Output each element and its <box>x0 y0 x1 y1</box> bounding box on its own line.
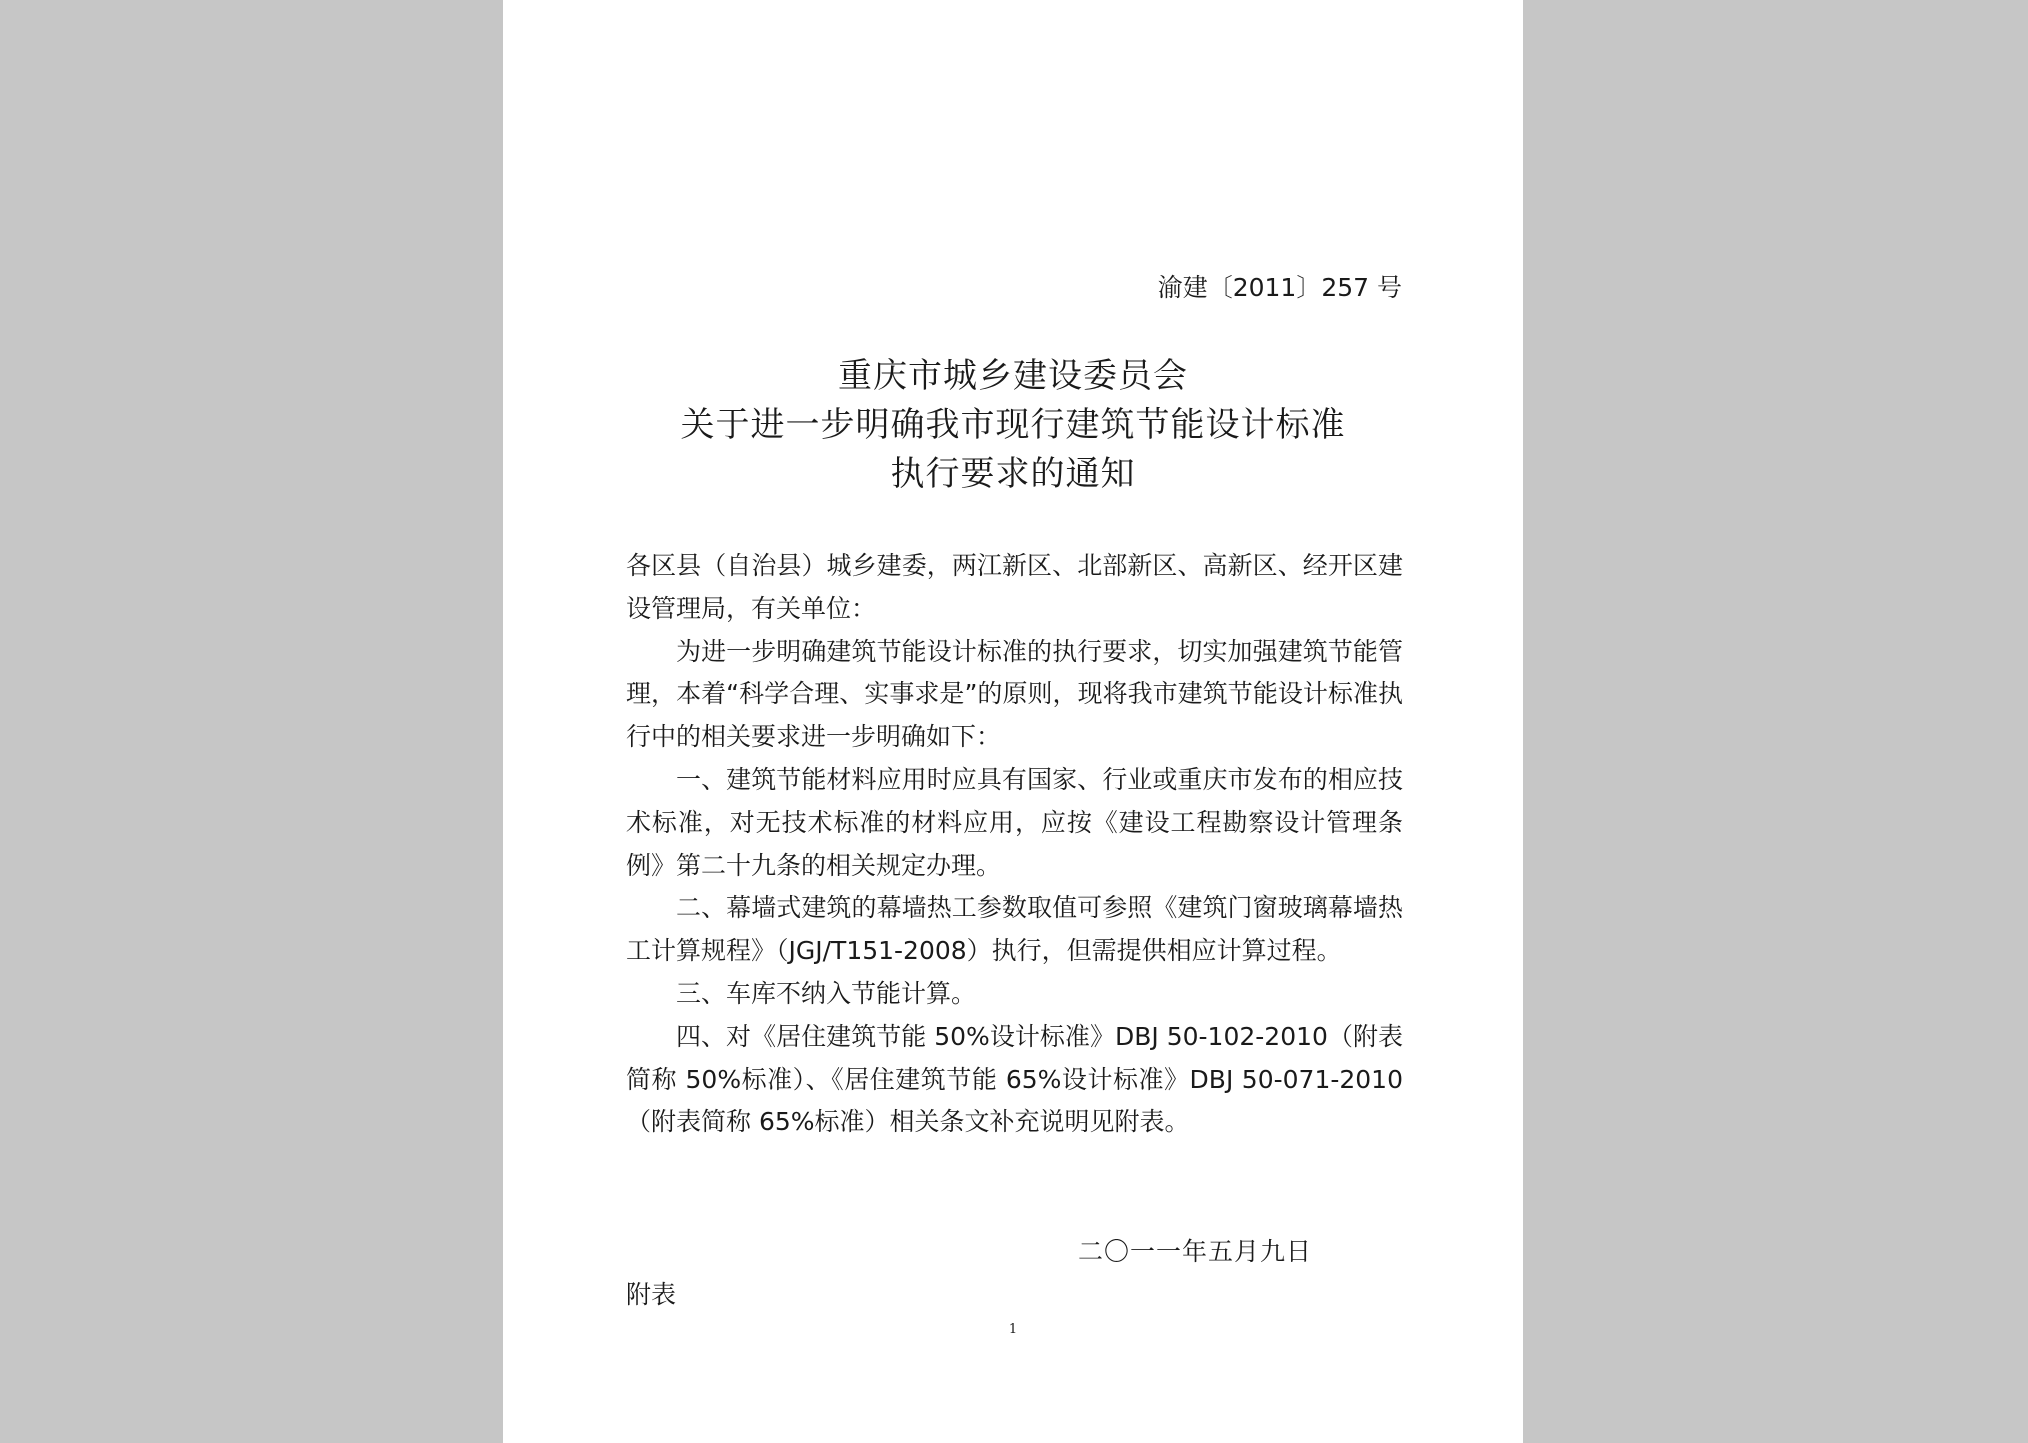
item-1-paragraph: 一、建筑节能材料应用时应具有国家、行业或重庆市发布的相应技术标准，对无技术标准的材料应用，应按《建设工程勘察设计管理条例》第二十九条的相关规定办理。 <box>626 764 1403 880</box>
document-number: 渝建〔2011〕257 号 <box>1157 273 1402 302</box>
page-number: 1 <box>1008 1322 1018 1337</box>
item-2-paragraph: 二、幕墙式建筑的幕墙热工参数取值可参照《建筑门窗玻璃幕墙热工计算规程》（JGJ/T151-2008）执行，但需提供相应计算过程。 <box>626 893 1403 966</box>
title-line-1: 重庆市城乡建设委员会 <box>838 356 1188 396</box>
item-3-paragraph: 三、车库不纳入节能计算。 <box>676 978 977 1008</box>
intro-paragraph: 为进一步明确建筑节能设计标准的执行要求，切实加强建筑节能管理，本着“科学合理、实事求是”的原则，现将我市建筑节能设计标准执行中的相关要求进一步明确如下： <box>626 636 1403 752</box>
item-4-paragraph: 四、对《居住建筑节能 50%设计标准》DBJ 50-102-2010（附表简称 50%标准）、《居住建筑节能 65%设计标准》DBJ 50-071-2010（附表简称 65%标准）相关条文补充说明见附表。 <box>626 1021 1403 1137</box>
title-line-2: 关于进一步明确我市现行建筑节能设计标准 <box>680 405 1346 445</box>
issue-date: 二〇一一年五月九日 <box>1078 1237 1313 1266</box>
document-page <box>503 0 1523 1443</box>
appendix-label: 附表 <box>626 1280 677 1309</box>
document-title <box>503 352 1523 499</box>
document-body <box>626 545 1403 1144</box>
salutation-paragraph: 各区县（自治县）城乡建委，两江新区、北部新区、高新区、经开区建设管理局，有关单位： <box>626 551 1403 623</box>
title-line-3: 执行要求的通知 <box>890 454 1136 494</box>
